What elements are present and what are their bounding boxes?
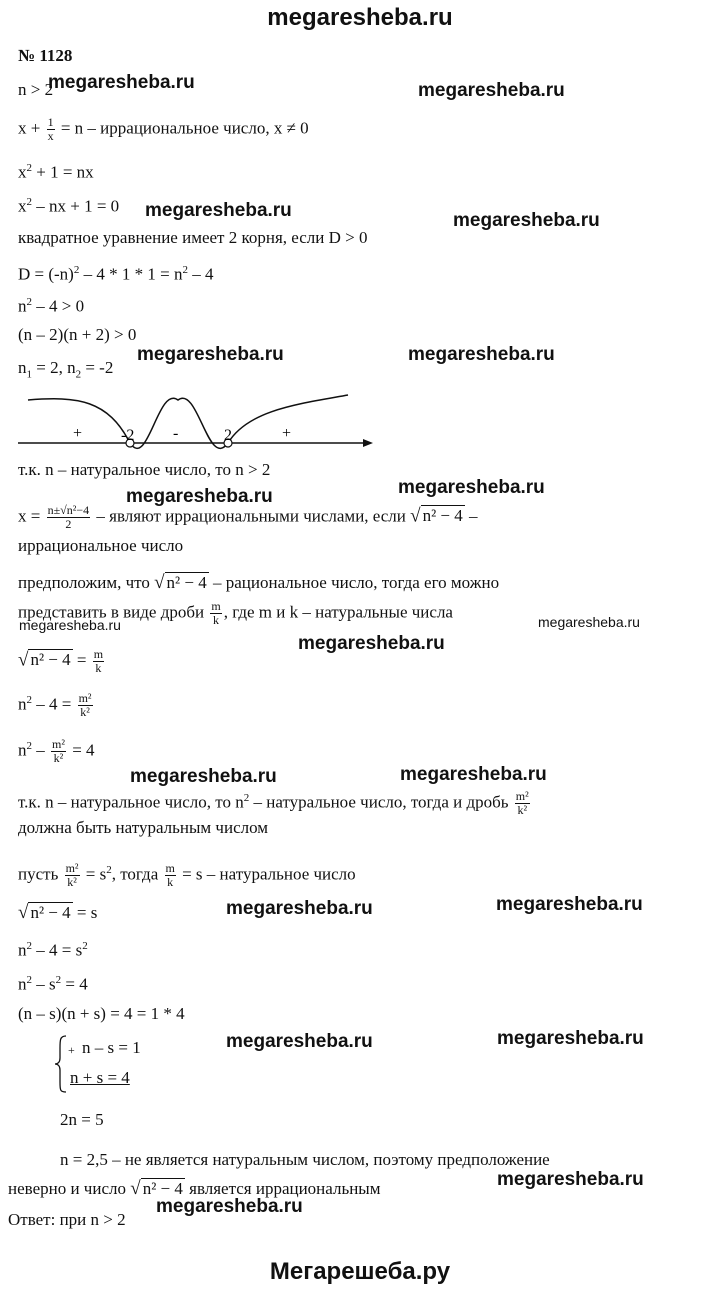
- equation-line: $x^2 + 1$ = nx: [18, 162, 94, 182]
- text-line: представить в виде дроби $\frac{m}{k}$ , где m и k – натуральные числа: [18, 599, 453, 627]
- watermark: megaresheba.ru: [226, 1031, 373, 1052]
- problem-number: № 1128: [18, 46, 73, 65]
- sign-label: -: [173, 425, 179, 442]
- watermark: megaresheba.ru: [226, 898, 373, 919]
- text-line: предположим, что √ n² − 4 – рациональное число, тогда его можно: [18, 572, 500, 593]
- equation-line: $n^2 - 4$ = $\frac{\text{m²}}{\text{k²}}$: [18, 691, 92, 720]
- equation-line: $n^2$ – $\frac{\text{m²}}{\text{k²}}$ = 4: [18, 737, 95, 766]
- watermark: megaresheba.ru: [497, 1169, 644, 1190]
- text-line: неверно и число √ n² − 4 является иррациональным: [8, 1178, 381, 1199]
- text-line: должна быть натуральным числом: [18, 818, 269, 837]
- point-label: -2: [121, 427, 135, 444]
- equation-line: $n^2 - 4 > 0$: [18, 296, 85, 316]
- text-line: пусть $\frac{\text{m²}}{\text{k²}}$ = $s^2$, тогда $\frac{m}{k}$ = s – натуральное число: [18, 861, 356, 890]
- sign-interval-graph: [18, 390, 378, 450]
- sign-label: +: [282, 425, 292, 442]
- watermark: megaresheba.ru: [408, 344, 555, 365]
- watermark: megaresheba.ru: [398, 477, 545, 498]
- watermark: megaresheba.ru: [453, 210, 600, 231]
- axis-arrow: [363, 439, 373, 447]
- equation-line: $n^2 - 4 = s^2$: [18, 940, 88, 960]
- equation-line: x + $\frac{1}{x}$ = n – иррациональное число, x ≠ 0: [18, 115, 309, 143]
- text-line: n = 2,5 – не является натуральным числом, поэтому предположение: [60, 1150, 550, 1169]
- watermark: megaresheba.ru: [496, 894, 643, 915]
- watermark: megaresheba.ru: [538, 614, 640, 630]
- watermark: megaresheba.ru: [19, 617, 121, 633]
- answer: Ответ: при n > 2: [8, 1210, 126, 1229]
- text-line: иррациональное число: [18, 536, 184, 555]
- watermark: megaresheba.ru: [145, 200, 292, 221]
- equation-line: (n – s)(n + s) = 4 = 1 * 4: [18, 1004, 185, 1023]
- watermark: megaresheba.ru: [156, 1196, 303, 1217]
- watermark: megaresheba.ru: [497, 1028, 644, 1049]
- text-line: т.к. n – натуральное число, то n > 2: [18, 460, 271, 479]
- sign-label: +: [73, 425, 83, 442]
- equation-line: 2n = 5: [60, 1110, 104, 1129]
- system-eq-1: n – s = 1: [82, 1038, 141, 1057]
- equation-line: $x^2$ – nx + 1 = 0: [18, 196, 120, 216]
- equation-line: √ n² − 4 = s: [18, 902, 98, 923]
- condition: n > 2: [18, 80, 54, 99]
- watermark: megaresheba.ru: [126, 486, 273, 507]
- system-plus: +: [68, 1043, 75, 1057]
- watermark: megaresheba.ru: [298, 633, 445, 654]
- site-header: megaresheba.ru: [267, 4, 453, 31]
- point-label: 2: [224, 427, 232, 444]
- equation-line: $n_1 = 2$, $n_2 = -2$: [18, 358, 114, 381]
- equation-line: (n – 2)(n + 2) > 0: [18, 325, 137, 344]
- text-line: квадратное уравнение имеет 2 корня, если D > 0: [18, 228, 368, 247]
- watermark: megaresheba.ru: [130, 766, 277, 787]
- watermark: megaresheba.ru: [400, 764, 547, 785]
- watermark: megaresheba.ru: [48, 72, 195, 93]
- site-footer: Мегарешеба.ру: [269, 1258, 451, 1285]
- system-eq-2: n + s = 4: [70, 1068, 130, 1087]
- watermark: megaresheba.ru: [418, 80, 565, 101]
- equation-line: x = $\frac{\text{n±√n²−4}}{2}$ – являют иррациональными числами, если √ n² − 4 –: [18, 503, 478, 531]
- equation-line: √ n² − 4 = $\frac{m}{k}$: [18, 647, 104, 675]
- equation-line: $D = (-n)^2 - 4 * 1 * 1 = n^2 - 4$: [18, 264, 214, 284]
- text-line: т.к. n – натуральное число, то $n^2$ – натуральное число, тогда и дробь $\frac{\text{m²}}{\text{k²}}$: [18, 789, 529, 818]
- watermark: megaresheba.ru: [137, 344, 284, 365]
- equation-line: $n^2 - s^2 = 4$: [18, 974, 88, 994]
